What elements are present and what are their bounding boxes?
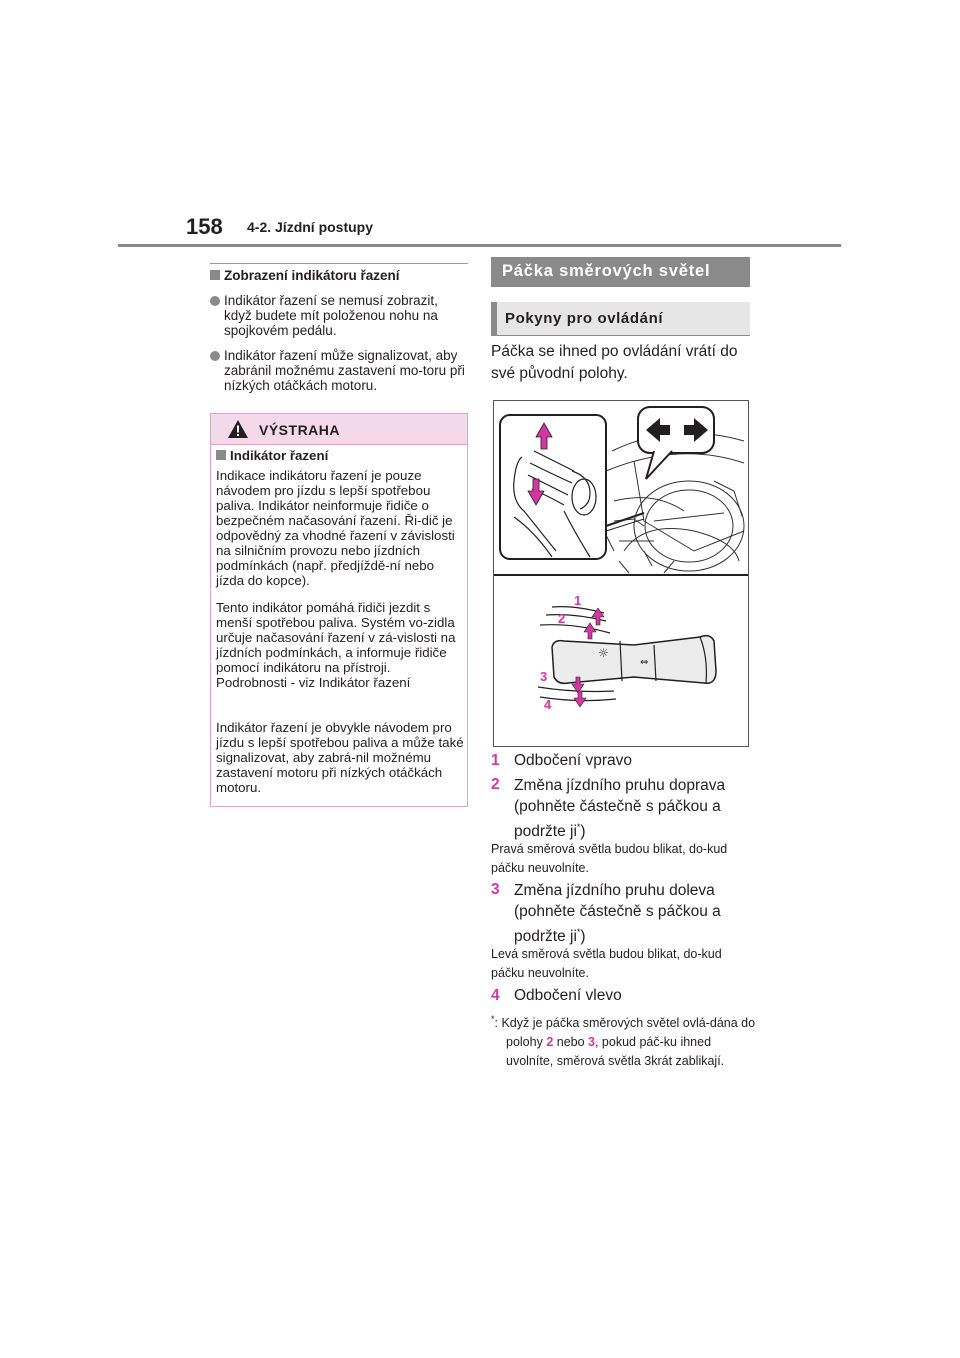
section-heading-bar [491,257,750,287]
subsection-heading: Pokyny pro ovládání [505,310,664,327]
bullet-dot-icon [210,351,220,361]
step-number: 3 [491,881,500,898]
step-text: Změna jízdního pruhu doleva (pohněte částečně s páčkou a podržte ji*) [514,882,721,946]
warning-paragraph: Tento indikátor pomáhá řidiči jezdit s menší spotřebou paliva. Systém vo-zidla určuje načasování řazení v zá-vislosti na jízdních podmínkách, a informuje řidiče pomocí indikátoru na přístroji. Podrobnosti - viz Indikátor řazení [216,600,456,690]
figure-label-2: 2 [558,611,566,626]
step-item [491,775,756,842]
list-item [210,293,469,338]
figure-label-1: 1 [574,593,582,608]
square-bullet-icon [216,450,226,460]
section-title: 4-2. Jízdní postupy [247,219,374,235]
page-number: 158 [186,214,223,239]
step-note: Levá směrová světla budou blikat, do-kud páčku neuvolníte. [491,947,722,980]
figure-label-4: 4 [544,697,552,712]
list-item [210,348,469,393]
step-number: 2 [491,776,500,793]
left-subheading-text: Zobrazení indikátoru řazení [224,268,400,283]
step-item [491,880,756,947]
step-text: Odbočení vpravo [514,752,633,769]
square-bullet-icon [210,270,220,280]
footnote: *: Když je páčka směrových světel ovlá-dána do polohy 2 nebo 3, pokud páč-ku ihned uvolníte, směrová světla 3krát zablikají. [491,1014,756,1069]
warning-paragraph: Indikátor řazení je obvykle návodem pro jízdu s lepší spotřebou paliva a může také signalizovat, aby zabrá-nil možnému zastavení motoru při nízkých otáčkách motoru. [216,720,464,795]
left-subheading [210,268,400,283]
bullet-dot-icon [210,296,220,306]
step-number: 4 [491,987,500,1004]
step-item [491,751,756,771]
warning-paragraph: Indikace indikátoru řazení je pouze návodem pro jízdu s lepší spotřebou paliva. Indikátor neinformuje řidiče o bezpečném načasování řazení. Ři-dič je odpovědný za vhodné řazení v závislosti na silničním provozu nebo jízdních podmínkách (např. předjíždě-ní nebo jízda do kopce). [216,468,455,588]
step-item [491,986,756,1006]
warning-subheading-text: Indikátor řazení [230,448,329,463]
svg-text:☼: ☼ [598,646,609,660]
warning-header [211,414,467,445]
svg-text:⇔: ⇔ [640,657,649,668]
subsection-heading-bar [491,302,750,336]
header-rule [118,244,841,247]
step-note: Pravá směrová světla budou blikat, do-kud páčku neuvolníte. [491,842,728,875]
step-text: Změna jízdního pruhu doprava (pohněte částečně s páčkou a podržte ji*) [514,777,726,841]
left-top-rule [210,263,468,264]
figure-label-3: 3 [540,669,548,684]
warning-triangle-icon [227,419,249,439]
warning-box [210,413,468,807]
bullet-text: Indikátor řazení může signalizovat, aby zabránil možnému zastavení mo-toru při nízkých otáčkách motoru. [224,348,465,393]
bullet-text: Indikátor řazení se nemusí zobrazit, když budete mít položenou nohu na spojkovém pedálu. [224,293,438,338]
warning-title: VÝSTRAHA [259,422,341,438]
step-text: Odbočení vlevo [514,987,622,1004]
turn-signal-figure [493,400,749,747]
section-heading: Páčka směrových světel [502,262,711,280]
turn-signal-illustration [494,401,748,746]
step-number: 1 [491,752,500,769]
intro-text: Páčka se ihned po ovládání vrátí do své původní polohy. [491,343,738,382]
warning-subheading [216,448,464,463]
